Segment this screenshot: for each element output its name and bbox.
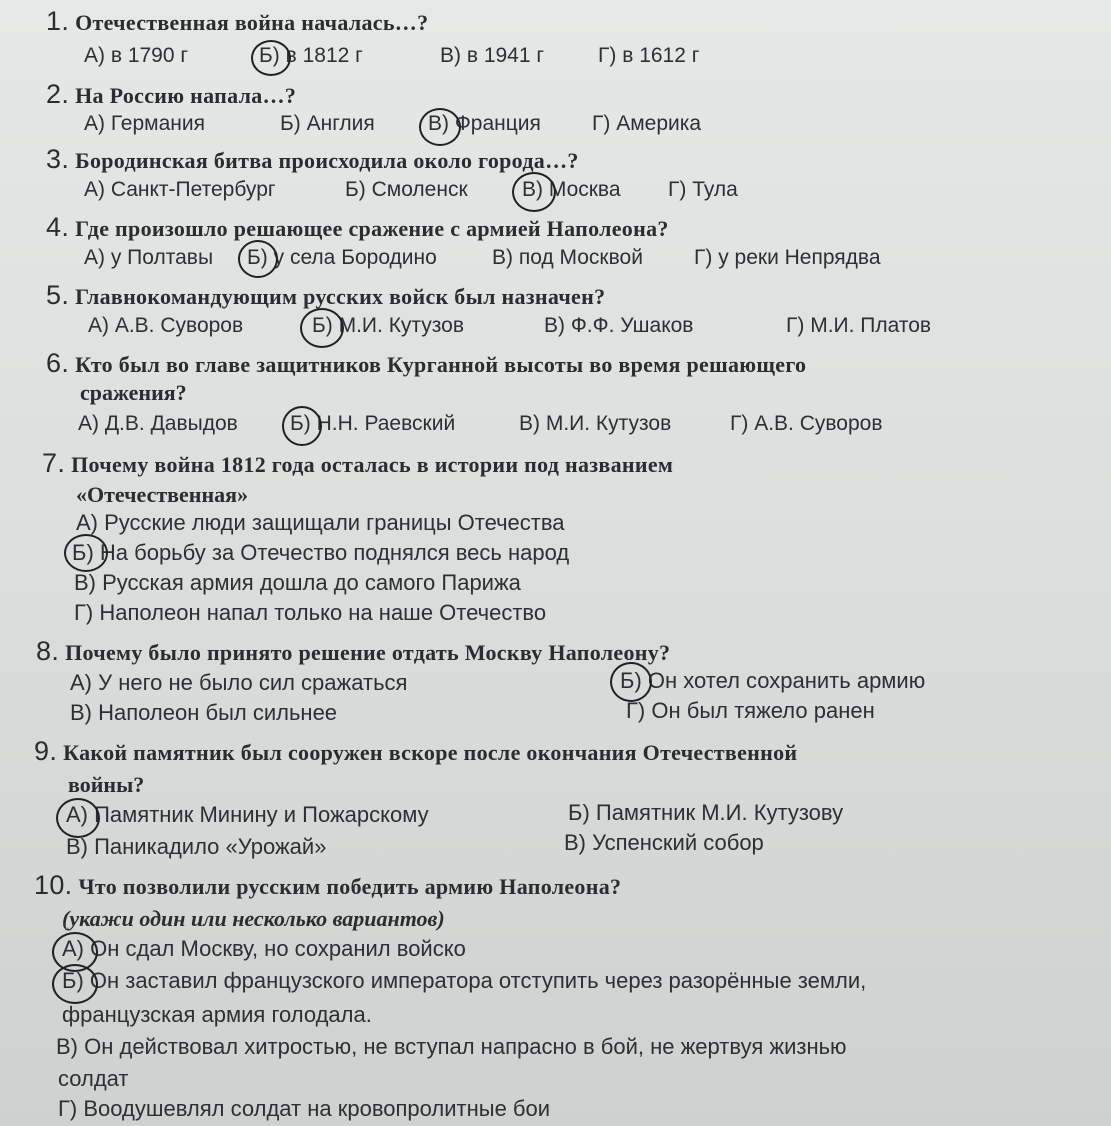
- q7-option-c: В) Русская армия дошла до самого Парижа: [74, 570, 521, 595]
- q2-option-a: А) Германия: [84, 112, 205, 135]
- question-2: [46, 79, 296, 110]
- q7-option-b: Б) На борьбу за Отечество поднялся весь народ: [72, 540, 570, 565]
- q10-option-b: Б) Он заставил французского императора отступить через разорённые земли,: [62, 968, 867, 993]
- question-number: 10.: [34, 870, 73, 900]
- q5-option-b: Б) М.И. Кутузов: [312, 314, 465, 337]
- q8-option-c: В) Наполеон был сильнее: [70, 700, 338, 725]
- question-number: 1.: [46, 6, 70, 36]
- question-text: Почему было принято решение отдать Москву Наполеону?: [65, 640, 671, 665]
- question-text: Кто был во главе защитников Курганной высоты во время решающего: [75, 352, 807, 377]
- q4-option-d: Г) у реки Непрядва: [694, 246, 881, 269]
- q7-option-a: А) Русские люди защищали границы Отечества: [76, 510, 565, 535]
- question-5: [46, 280, 605, 311]
- question-7: [42, 448, 673, 479]
- q9-option-b: Б) Памятник М.И. Кутузову: [568, 800, 844, 825]
- q1-option-b: Б) в 1812 г: [259, 44, 363, 67]
- q10-option-d: Г) Воодушевлял солдат на кровопролитные бои: [58, 1096, 551, 1121]
- q3-option-d: Г) Тула: [668, 178, 738, 201]
- q10-option-c-continued: солдат: [58, 1066, 129, 1091]
- question-number: 6.: [46, 348, 70, 378]
- question-3: [46, 144, 579, 175]
- question-number: 9.: [34, 736, 58, 766]
- q2-option-b: Б) Англия: [280, 112, 375, 135]
- question-1: [46, 6, 428, 37]
- question-number: 5.: [46, 280, 70, 310]
- q3-option-a: А) Санкт-Петербург: [84, 178, 276, 201]
- q6-option-b: Б) Н.Н. Раевский: [290, 412, 456, 435]
- question-9: [34, 736, 797, 767]
- q6-option-a: А) Д.В. Давыдов: [78, 412, 238, 435]
- q10-option-b-continued: французская армия голодала.: [62, 1002, 372, 1027]
- q1-option-d: Г) в 1612 г: [598, 44, 700, 67]
- q3-option-c: В) Москва: [522, 178, 621, 201]
- question-6: [46, 348, 806, 379]
- q4-option-c: В) под Москвой: [492, 246, 643, 269]
- question-text: Бородинская битва происходила около города…?: [75, 148, 579, 173]
- q1-option-a: А) в 1790 г: [84, 44, 189, 67]
- q5-option-d: Г) М.И. Платов: [786, 314, 932, 337]
- question-text: Что позволили русским победить армию Наполеона?: [78, 874, 622, 899]
- question-number: 4.: [46, 212, 70, 242]
- q3-option-b: Б) Смоленск: [345, 178, 468, 201]
- q5-option-a: А) А.В. Суворов: [88, 314, 244, 337]
- question-4: [46, 212, 669, 243]
- question-text: Где произошло решающее сражение с армией Наполеона?: [75, 216, 669, 241]
- question-10: [34, 870, 621, 901]
- q6-option-d: Г) А.В. Суворов: [730, 412, 883, 435]
- question-number: 8.: [36, 636, 60, 666]
- question-text: Главнокомандующим русских войск был назначен?: [75, 284, 606, 309]
- q9-option-c: В) Паникадило «Урожай»: [66, 834, 327, 859]
- q7-option-d: Г) Наполеон напал только на наше Отечество: [74, 600, 547, 625]
- question-number: 7.: [42, 448, 66, 478]
- question-text: Какой памятник был сооружен вскоре после окончания Отечественной: [63, 740, 798, 765]
- q4-option-a: А) у Полтавы: [84, 246, 214, 269]
- q9-option-a: А) Памятник Минину и Пожарскому: [66, 802, 429, 827]
- question-text: На Россию напала…?: [75, 83, 297, 108]
- question-text: Почему война 1812 года осталась в истории под названием: [71, 452, 674, 477]
- question-text: Отечественная война началась…?: [75, 10, 429, 35]
- question-instruction: (укажи один или несколько вариантов): [62, 906, 445, 931]
- q10-option-c: В) Он действовал хитростью, не вступал напрасно в бой, не жертвуя жизнью: [56, 1034, 847, 1059]
- q6-option-c: В) М.И. Кутузов: [519, 412, 672, 435]
- q1-option-c: В) в 1941 г: [440, 44, 545, 67]
- question-number: 3.: [46, 144, 70, 174]
- q8-option-a: А) У него не было сил сражаться: [70, 670, 408, 695]
- question-8: [36, 636, 670, 667]
- question-text-continued: войны?: [68, 772, 145, 797]
- question-text-continued: сражения?: [80, 380, 187, 405]
- question-text-continued: «Отечественная»: [76, 482, 249, 507]
- q10-option-a: А) Он сдал Москву, но сохранил войско: [62, 936, 466, 961]
- q9-option-d: В) Успенский собор: [564, 830, 764, 855]
- q5-option-c: В) Ф.Ф. Ушаков: [544, 314, 694, 337]
- q8-option-d: Г) Он был тяжело ранен: [626, 698, 875, 723]
- q2-option-d: Г) Америка: [592, 112, 702, 135]
- q4-option-b: Б) у села Бородино: [247, 246, 437, 269]
- q2-option-c: В) Франция: [428, 112, 541, 135]
- q8-option-b: Б) Он хотел сохранить армию: [620, 668, 926, 693]
- question-number: 2.: [46, 79, 70, 109]
